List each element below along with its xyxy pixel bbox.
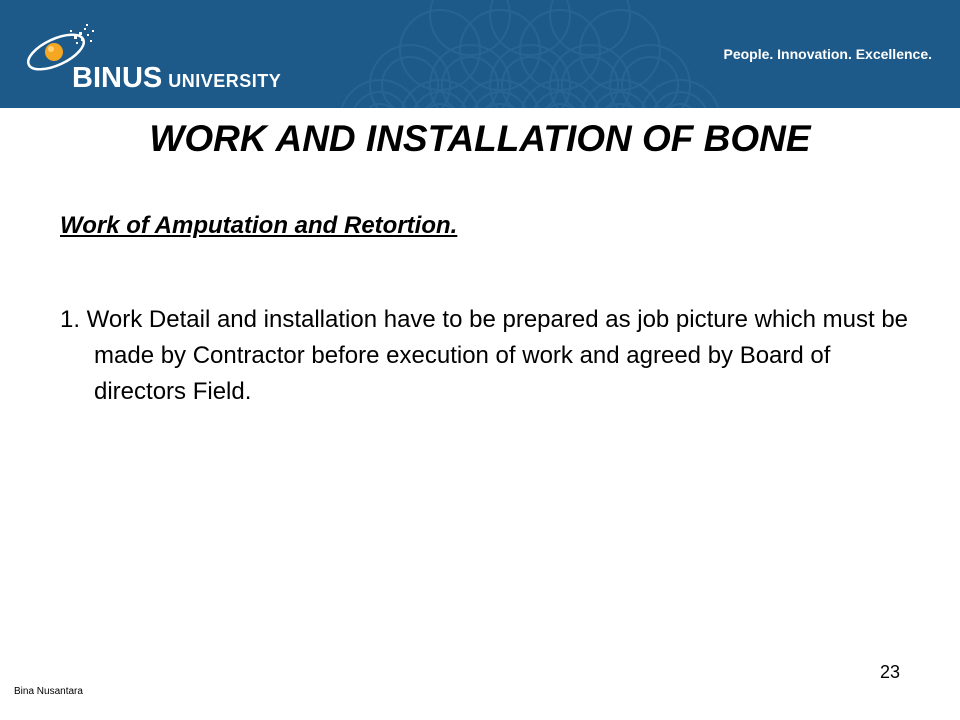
logo-sub: UNIVERSITY: [168, 71, 282, 91]
logo-wordmark: [72, 62, 281, 95]
logo-brand: BINUS: [72, 62, 163, 94]
tagline: People. Innovation. Excellence.: [723, 46, 932, 62]
header-banner: [0, 0, 960, 108]
body-paragraph: 1. Work Detail and installation have to be prepared as job picture which must be made by Contractor before execution of work and agreed by Board of directors Field.: [60, 306, 909, 405]
slide-subtitle: Work of Amputation and Retortion.: [60, 212, 458, 239]
slide-title: WORK AND INSTALLATION OF BONE: [149, 118, 811, 159]
footer-source: Bina Nusantara: [14, 686, 83, 697]
page-number: 23: [880, 662, 901, 682]
